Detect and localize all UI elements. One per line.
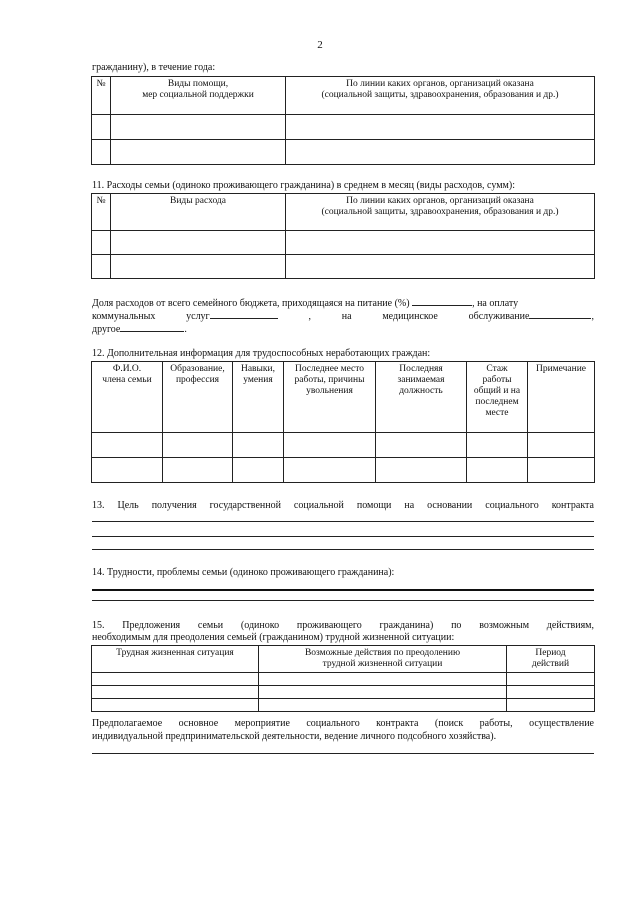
page-number: 2 xyxy=(317,39,323,51)
col-full-name: Ф.И.О. члена семьи xyxy=(92,362,163,433)
col-organization: По линии каких органов, организаций оказана (социальной защиты, здравоохранения, образования и др.) xyxy=(286,194,595,231)
section14-heading: 14. Трудности, проблемы семьи (одиноко проживающего гражданина): xyxy=(92,567,395,578)
difficulties-line-2[interactable] xyxy=(92,600,594,601)
section12-heading: 12. Дополнительная информация для трудоспособных неработающих граждан: xyxy=(92,348,431,359)
col-number: № xyxy=(92,194,111,231)
expenses-table xyxy=(91,193,595,279)
col-last-job: Последнее место работы, причины увольнения xyxy=(284,362,376,433)
table-row xyxy=(92,458,595,483)
assistance-table xyxy=(91,76,595,165)
table-row xyxy=(92,673,595,686)
medical-field[interactable] xyxy=(529,309,591,319)
table-row xyxy=(92,140,595,165)
section10-continuation: гражданину), в течение года: xyxy=(92,62,216,73)
col-assistance-type: Виды помощи, мер социальной поддержки xyxy=(111,77,286,115)
col-note: Примечание xyxy=(528,362,595,433)
table-row xyxy=(92,433,595,458)
budget-line-3: другое . xyxy=(92,324,187,335)
col-organization: По линии каких органов, организаций оказана (социальной защиты, здравоохранения, образования и др.) xyxy=(286,77,595,115)
table-row xyxy=(92,686,595,699)
col-number: № xyxy=(92,77,111,115)
goal-line-1[interactable] xyxy=(92,521,594,522)
section13-heading: 13. Цель получения государственной социальной помощи на основании социального контракта xyxy=(92,500,594,511)
table-row xyxy=(92,255,595,279)
budget-line-1: Доля расходов от всего семейного бюджета, приходящаяся на питание (%) , на оплату xyxy=(92,298,519,309)
difficulties-line-1[interactable] xyxy=(92,589,594,591)
col-expense-type: Виды расхода xyxy=(111,194,286,231)
planned-measure-line-2: индивидуальной предпринимательской деятельности, ведение личного подсобного хозяйства). xyxy=(92,731,497,742)
planned-measure-line-1: Предполагаемое основное мероприятие социального контракта (поиск работы, осуществление xyxy=(92,718,594,729)
col-period: Период действий xyxy=(507,646,595,673)
section11-heading: 11. Расходы семьи (одиноко проживающего гражданина) в среднем в месяц (виды расходов, сумм): xyxy=(92,180,515,191)
section15-line-2: необходимым для преодоления семьей (гражданином) трудной жизненной ситуации: xyxy=(92,632,455,643)
unemployed-info-table xyxy=(91,361,595,483)
proposals-table xyxy=(91,645,595,712)
goal-line-2[interactable] xyxy=(92,536,594,537)
col-situation: Трудная жизненная ситуация xyxy=(92,646,259,673)
table-row xyxy=(92,115,595,140)
col-last-position: Последняя занимаемая должность xyxy=(376,362,467,433)
budget-line-2: коммунальных услуг , на медицинское обслуживание , xyxy=(92,311,594,322)
table-row xyxy=(92,699,595,712)
food-share-field[interactable] xyxy=(412,296,472,306)
table-row xyxy=(92,231,595,255)
col-education: Образование, профессия xyxy=(163,362,233,433)
section15-line-1: 15. Предложения семьи (одиноко проживающего гражданина) по возможным действиям, xyxy=(92,620,594,631)
utilities-field[interactable] xyxy=(210,309,278,319)
goal-line-3[interactable] xyxy=(92,549,594,550)
planned-measure-answer-line[interactable] xyxy=(92,753,594,754)
col-experience: Стаж работы общий и на последнем месте xyxy=(467,362,528,433)
col-skills: Навыки, умения xyxy=(233,362,284,433)
col-actions: Возможные действия по преодолению трудной жизненной ситуации xyxy=(259,646,507,673)
other-field[interactable] xyxy=(120,322,184,332)
